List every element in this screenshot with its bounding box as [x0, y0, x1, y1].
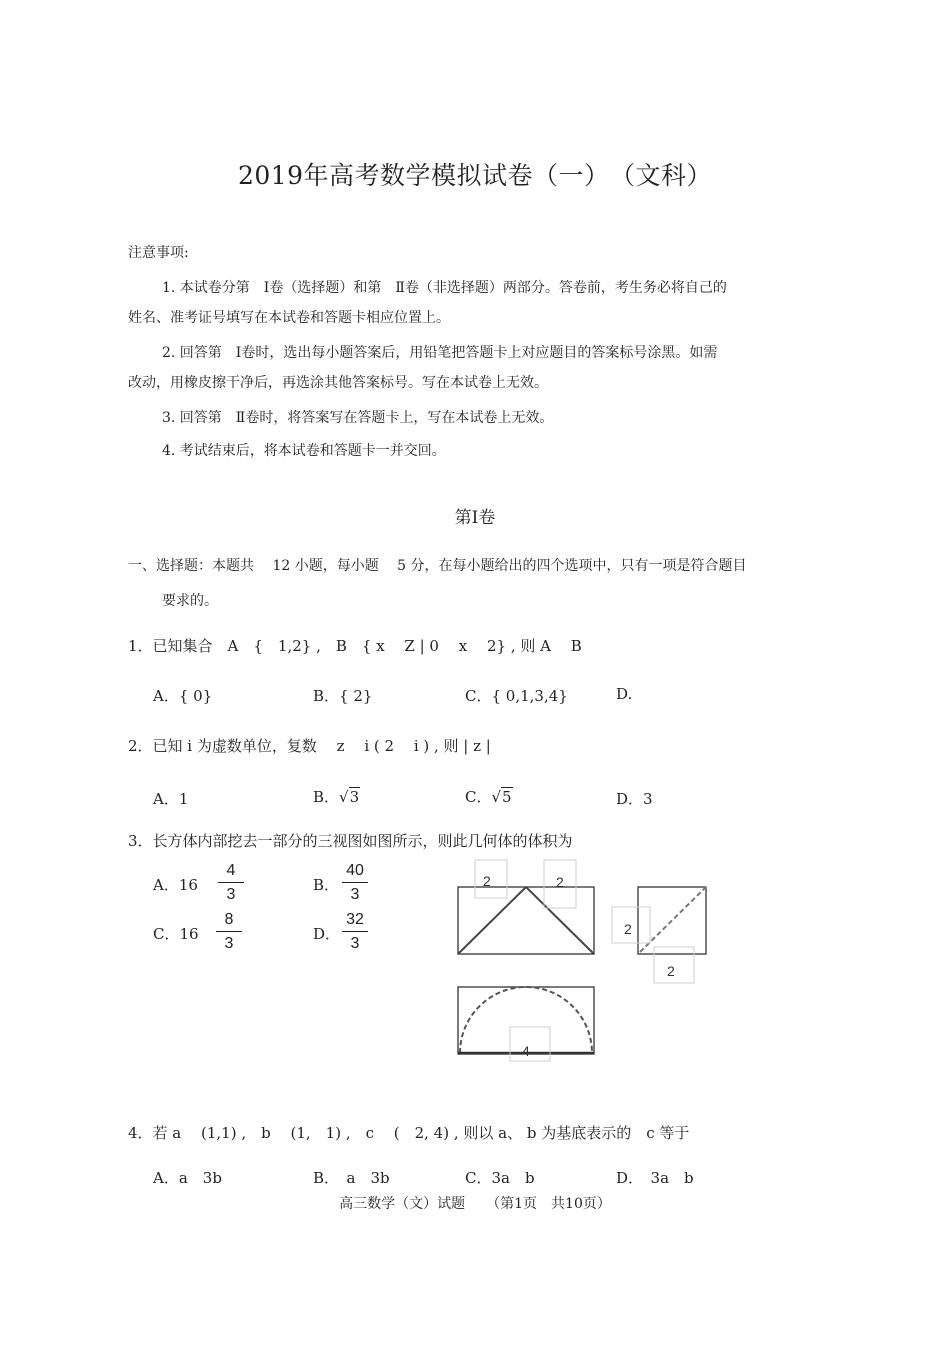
section-instructions: 一、选择题：本题共 12 小题，每小题 5 分，在每小题给出的四个选项中，只有一项是符合题目	[128, 558, 747, 574]
q3-option-c-label: C．16	[153, 925, 199, 943]
q3-option-c-denominator: 3	[224, 935, 234, 952]
section-instructions-cont: 要求的。	[162, 593, 218, 609]
side-label-left: 2	[624, 921, 632, 937]
q4-option-b: B． a 3b	[313, 1169, 390, 1187]
part-title: 第Ⅰ卷	[454, 508, 496, 528]
q3-option-d-numerator: 32	[342, 909, 368, 932]
q3-option-b-label: B．	[313, 876, 340, 894]
q3-option-d-denominator: 3	[350, 935, 360, 952]
q3-option-b-fraction	[342, 860, 368, 907]
notice-item-3: 3. 回答第 Ⅱ卷时，将答案写在答题卡上，写在本试卷上无效。	[162, 410, 554, 426]
notice-heading: 注意事项:	[128, 245, 189, 261]
notice-item-1: 1. 本试卷分第 Ⅰ卷（选择题）和第 Ⅱ卷（非选择题）两部分。答卷前，考生务必将自己的	[162, 280, 727, 296]
front-label-right: 2	[556, 874, 564, 890]
three-view-figure	[440, 850, 720, 1065]
sqrt-symbol: √5	[491, 788, 512, 806]
q3-option-d-label: D．	[313, 925, 341, 943]
side-label-bottom: 2	[667, 963, 675, 979]
notice-item-1-cont: 姓名、准考证号填写在本试卷和答题卡相应位置上。	[128, 310, 450, 326]
q3-option-a-numerator: 4	[218, 860, 244, 883]
q3-option-b-denominator: 3	[350, 886, 360, 903]
q3-option-a-denominator: 3	[226, 886, 236, 903]
top-label-bottom: 4	[522, 1043, 530, 1059]
page-footer: 高三数学（文）试题 （第1页 共10页）	[339, 1196, 611, 1212]
q3-option-d-fraction	[342, 909, 368, 956]
q2-option-b	[313, 786, 360, 807]
sqrt-symbol: √3	[339, 788, 360, 806]
q4-stem: 4．若 a (1,1) , b (1, 1) , c ( 2, 4) , 则以 a、 b 为基底表示的 c 等于	[128, 1124, 690, 1142]
notice-item-2: 2. 回答第 Ⅰ卷时，选出每小题答案后，用铅笔把答题卡上对应题目的答案标号涂黑。如需	[162, 345, 718, 361]
q4-option-d: D． 3a b	[616, 1169, 694, 1187]
q2-option-c	[465, 786, 513, 807]
q4-option-a: A．a 3b	[153, 1169, 222, 1187]
q2-option-a: A．1	[153, 790, 189, 808]
q2-option-b-label: B．	[313, 788, 340, 806]
front-label-left: 2	[483, 873, 491, 889]
top-view	[458, 987, 594, 1061]
exam-title: 2019年高考数学模拟试卷（一） （文科）	[237, 161, 713, 190]
notice-item-4: 4. 考试结束后，将本试卷和答题卡一并交回。	[162, 443, 446, 459]
q3-stem: 3．长方体内部挖去一部分的三视图如图所示，则此几何体的体积为	[128, 832, 573, 850]
q3-option-a-fraction	[218, 860, 244, 907]
q2-stem: 2．已知 i 为虚数单位，复数 z i ( 2 i ) , 则 | z |	[128, 737, 491, 755]
q3-option-b-numerator: 40	[342, 860, 368, 883]
q2-option-b-radicand: 3	[349, 788, 360, 806]
front-view	[458, 860, 594, 954]
q4-option-c: C．3a b	[465, 1169, 535, 1187]
notice-item-2-cont: 改动，用橡皮擦干净后，再选涂其他答案标号。写在本试卷上无效。	[128, 375, 548, 391]
q1-stem: 1．已知集合 A { 1,2} , B { x Z | 0 x 2} , 则 A B	[128, 637, 582, 655]
q1-option-b: B．{ 2}	[313, 687, 373, 705]
q1-option-a: A．{ 0}	[153, 687, 213, 705]
q1-option-d: D.	[616, 685, 633, 703]
q2-option-c-label: C．	[465, 788, 492, 806]
q1-option-c: C．{ 0,1,3,4}	[465, 687, 568, 705]
side-view	[612, 887, 706, 983]
q3-option-c-fraction	[216, 909, 242, 956]
q2-option-d: D．3	[616, 790, 653, 808]
q3-option-c-numerator: 8	[216, 909, 242, 932]
q3-option-a-label: A．16	[153, 876, 198, 894]
q2-option-c-radicand: 5	[502, 788, 512, 806]
